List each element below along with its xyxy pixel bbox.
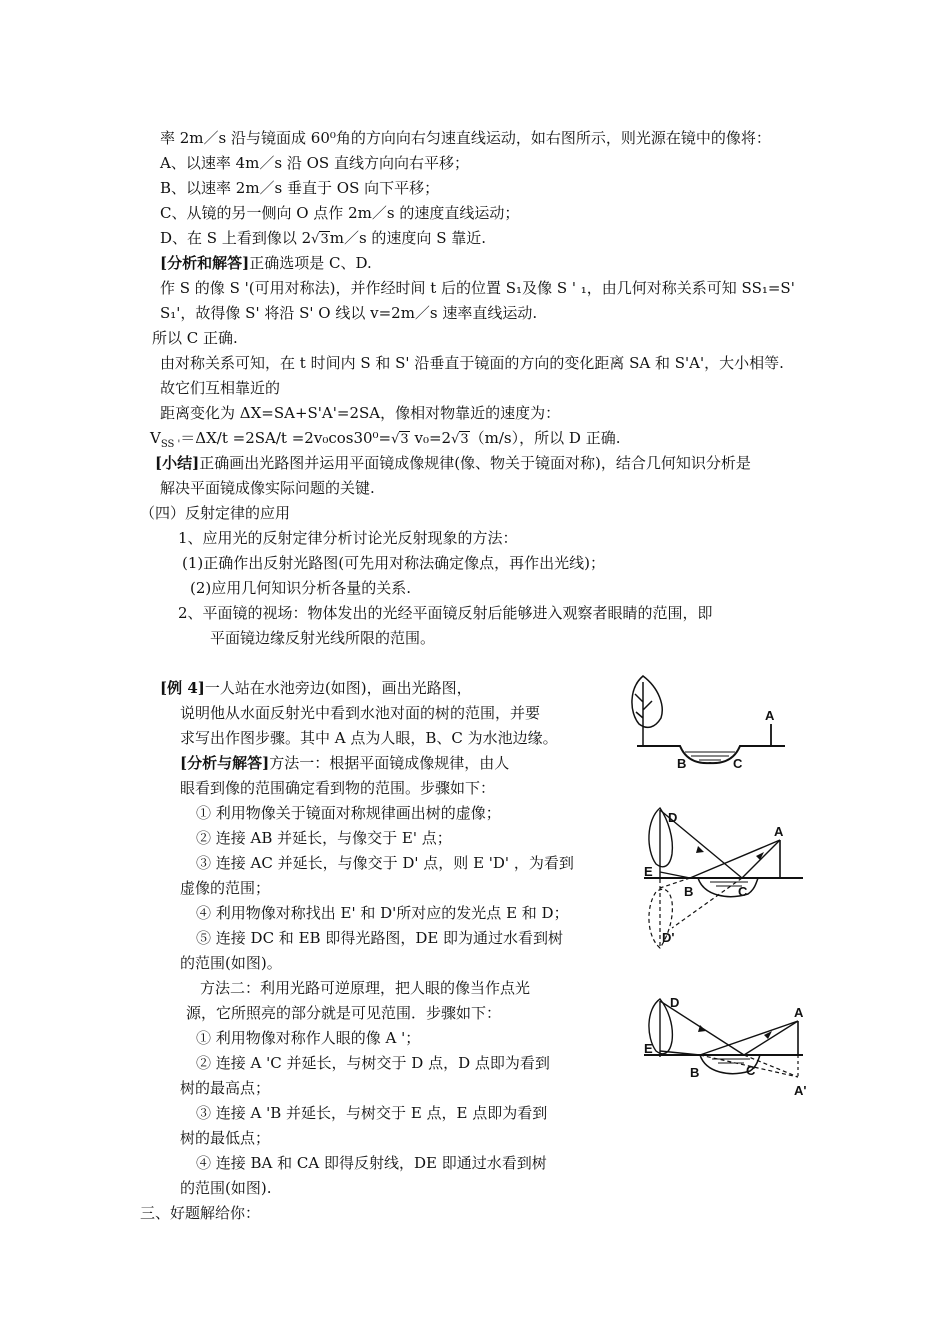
text-line: S₁'，故得像 S' 将沿 S' O 线以 v=2m／s 速率直线运动. <box>160 304 538 322</box>
ray-line <box>700 1021 798 1055</box>
sqrt-symbol: √3 <box>451 432 469 447</box>
label-a: A <box>794 1005 804 1020</box>
section-heading: （四）反射定律的应用 <box>140 504 291 522</box>
water-surface <box>685 752 735 760</box>
text-line: 虚像的范围； <box>180 879 271 897</box>
label-a-prime: A' <box>794 1083 807 1098</box>
arrow-icon <box>696 846 704 853</box>
label-d: D <box>668 810 678 825</box>
pool-tree-figure <box>625 668 795 778</box>
step-item: ③ 连接 AC 并延长，与像交于 D' 点，则 E 'D' ，为看到 <box>196 854 574 872</box>
step-item: ③ 连接 A 'B 并延长，与树交于 E 点，E 点即为看到 <box>196 1104 548 1122</box>
label-c: C <box>733 756 743 771</box>
text-line: 的范围(如图)。 <box>180 954 282 972</box>
text-line: 由对称关系可知，在 t 时间内 S 和 S' 沿垂直于镜面的方向的变化距离 SA 和 S'A'，大小相等. <box>160 354 784 372</box>
text-line: 距离变化为 ΔX=SA+S'A'=2SA，像相对物靠近的速度为： <box>160 404 561 422</box>
text-line: 方法二：利用光路可逆原理，把人眼的像当作点光 <box>200 979 531 997</box>
text-line: 作 S 的像 S '(可用对称法)，并作经时间 t 后的位置 S₁及像 S ' ₁，由几何对称关系可知 SS₁=S' <box>160 279 795 297</box>
example-line: [例 4]一人站在水池旁边(如图)，画出光路图， <box>160 679 472 697</box>
label-e: E <box>644 864 653 879</box>
analysis-line: [分析与解答]方法一：根据平面镜成像规律，由人 <box>180 754 510 772</box>
text-line: 求写出作图步骤。其中 A 点为人眼，B、C 为水池边缘。 <box>180 729 558 747</box>
step-item: ② 连接 A 'C 并延长，与树交于 D 点，D 点即为看到 <box>196 1054 550 1072</box>
sqrt-symbol: √3 <box>311 232 329 247</box>
ray-line <box>742 840 780 878</box>
label-c: C <box>746 1063 756 1078</box>
text-line: 2、平面镜的视场：物体发出的光经平面镜反射后能够进入观察者眼睛的范围，即 <box>178 604 713 622</box>
ground-line <box>637 746 785 763</box>
label-d-prime: D' <box>662 930 675 945</box>
text-line: 树的最高点； <box>180 1079 271 1097</box>
step-item: ① 利用物像关于镜面对称规律画出树的虚像； <box>196 804 501 822</box>
text-line: 所以 C 正确. <box>152 329 238 347</box>
analysis-line: [分析和解答]正确选项是 C、D. <box>160 254 372 272</box>
text-line: 平面镜边缘反射光线所限的范围。 <box>210 629 436 647</box>
label-b: B <box>690 1065 700 1080</box>
text-line: 源，它所照亮的部分就是可见范围．步骤如下： <box>186 1004 502 1022</box>
label-b: B <box>677 756 687 771</box>
option-c: C、从镜的另一侧向 O 点作 2m／s 的速度直线运动； <box>160 204 520 222</box>
summary-heading: [小结] <box>155 454 200 472</box>
option-d: D、在 S 上看到像以 2√3m／s 的速度向 S 靠近. <box>160 228 486 250</box>
step-item: ② 连接 AB 并延长，与像交于 E' 点； <box>196 829 452 847</box>
text-line: 的范围(如图). <box>180 1179 272 1197</box>
example-heading: [例 4] <box>160 679 205 697</box>
analysis-heading: [分析和解答] <box>160 254 250 272</box>
text-line: 眼看到像的范围确定看到物的范围。步骤如下： <box>180 779 496 797</box>
text-line: 故它们互相靠近的 <box>160 379 281 397</box>
text-line: (2)应用几何知识分析各量的关系. <box>190 579 412 597</box>
ray-diagram-method-two <box>638 993 818 1108</box>
option-a: A、以速率 4m／s 沿 OS 直线方向向右平移； <box>160 154 469 172</box>
step-item: ① 利用物像对称作人眼的像 A '； <box>196 1029 421 1047</box>
text-line: (1)正确作出反射光路图(可先用对称法确定像点，再作出光线)； <box>182 554 605 572</box>
text-line: 1、应用光的反射定律分析讨论光反射现象的方法： <box>178 529 518 547</box>
sqrt-symbol: √3 <box>391 432 409 447</box>
option-b: B、以速率 2m／s 垂直于 OS 向下平移； <box>160 179 440 197</box>
analysis-heading: [分析与解答] <box>180 754 270 772</box>
step-item: ⑤ 连接 DC 和 EB 即得光路图，DE 即为通过水看到树 <box>196 929 564 947</box>
step-item: ④ 利用物像对称找出 E' 和 D'所对应的发光点 E 和 D； <box>196 904 569 922</box>
arrow-icon <box>756 852 764 860</box>
ray-diagram-method-one <box>638 800 808 945</box>
velocity-equation: $V_{SS '}=\Delta X/t =2SA/t =2v_0\cos 30^0=√3$ v₀=2√3（m/s），所以 D 正确. <box>150 429 621 450</box>
label-d: D <box>670 995 680 1010</box>
label-e: E <box>644 1041 653 1056</box>
text-line: 解决平面镜成像实际问题的关键. <box>160 479 375 497</box>
step-item: ④ 连接 BA 和 CA 即得反射线，DE 即通过水看到树 <box>196 1154 547 1172</box>
tree-icon <box>632 676 662 746</box>
summary-line: [小结]正确画出光路图并运用平面镜成像规律(像、物关于镜面对称)，结合几何知识分析是 <box>155 454 751 472</box>
label-a: A <box>765 708 775 723</box>
text-line: 树的最低点； <box>180 1129 271 1147</box>
label-b: B <box>684 884 694 899</box>
label-a: A <box>774 824 784 839</box>
section-heading: 三、好题解给你： <box>140 1204 261 1222</box>
text-line: 率 2m／s 沿与镜面成 60⁰角的方向向右匀速直线运动，如右图所示，则光源在镜中的像将： <box>160 129 771 147</box>
ray-line <box>744 1021 798 1055</box>
label-c: C <box>738 884 748 899</box>
text-line: 说明他从水面反射光中看到水池对面的树的范围，并要 <box>180 704 541 722</box>
